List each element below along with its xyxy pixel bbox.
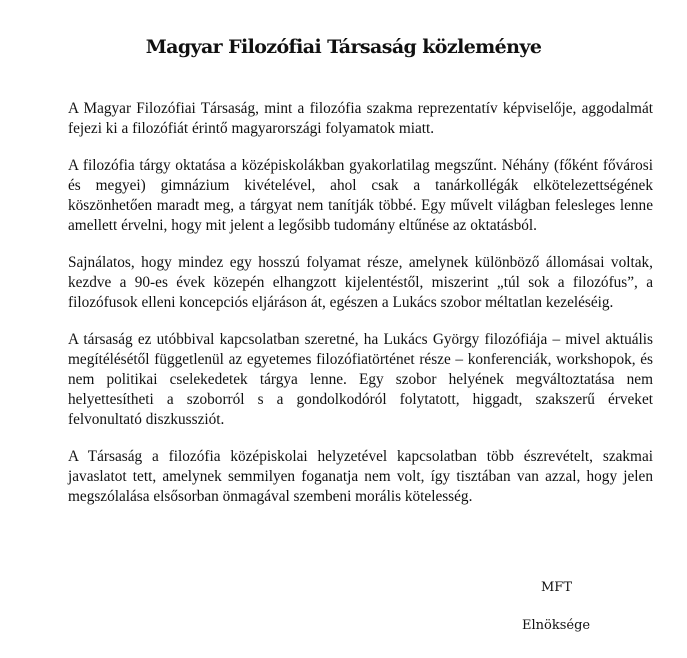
- paragraph-line: helyettesítheti a szoborról s a gondolkodóról folytatott, higgadt, szakszerű érveket: [68, 391, 653, 408]
- paragraph-4: [68, 330, 653, 430]
- paragraph-line: filozófusok elleni koncepciós eljáráson át, egészen a Lukács szobor méltatlan kezeléséig.: [68, 294, 614, 311]
- paragraph-line: nem politikai cselekedetek tárgya lenne. Egy szobor helyének megváltoztatása nem: [68, 371, 653, 388]
- paragraph-line: megítélésétől függetlenül az egyetemes filozófiatörténet része – konferenciák, workshopok, és: [68, 351, 653, 368]
- paragraph-line: kezdve a 90-es évek közepén elhangzott kijelentéstől, miszerint „túl sok a filozófus”, a: [68, 274, 653, 291]
- paragraph-line: A Társaság a filozófia középiskolai helyzetével kapcsolatban több észrevételt, szakmai: [68, 448, 653, 465]
- paragraph-5: [68, 447, 653, 507]
- paragraph-1: [68, 99, 653, 139]
- paragraph-line: A társaság ez utóbbival kapcsolatban szeretné, ha Lukács György filozófiája – mivel aktuális: [68, 331, 653, 348]
- paragraph-line: A Magyar Filozófiai Társaság, mint a filozófia szakma reprezentatív képviselője, aggodalmát: [68, 100, 653, 117]
- paragraph-line: és megyei) gimnázium kivételével, ahol csak a tanárkollégák elkötelezettségének: [68, 177, 653, 194]
- paragraph-line: köszönhetően maradt meg, a tárgyat nem tanítják többé. Egy művelt világban felesleges lenne: [68, 197, 653, 214]
- paragraph-line: javaslatot tett, amelynek semmilyen foganatja nem volt, így tisztában van azzal, hogy jelen: [68, 468, 653, 485]
- paragraph-3: [68, 253, 653, 313]
- paragraph-line: A filozófia tárgy oktatása a középiskolákban gyakorlatilag megszűnt. Néhány (főként fővárosi: [68, 157, 653, 174]
- document-title: Magyar Filozófiai Társaság közleménye: [145, 36, 542, 58]
- document-body: [68, 99, 653, 524]
- paragraph-line: felvonultató diszkussziót.: [68, 411, 225, 428]
- paragraph-2: [68, 156, 653, 236]
- paragraph-line: fejezi ki a filozófiát érintő magyarországi folyamatok miatt.: [68, 120, 435, 137]
- paragraph-line: amellett érvelni, hogy mit jelent a legősibb tudomány eltűnése az oktatásból.: [68, 217, 537, 234]
- paragraph-line: megszólalása elsősorban önmagával szembeni morális kötelesség.: [68, 488, 473, 505]
- signature-org: MFT: [541, 580, 573, 595]
- signature-body: Elnöksége: [522, 618, 591, 633]
- paragraph-line: Sajnálatos, hogy mindez egy hosszú folyamat része, amelynek különböző állomásai voltak,: [68, 254, 653, 271]
